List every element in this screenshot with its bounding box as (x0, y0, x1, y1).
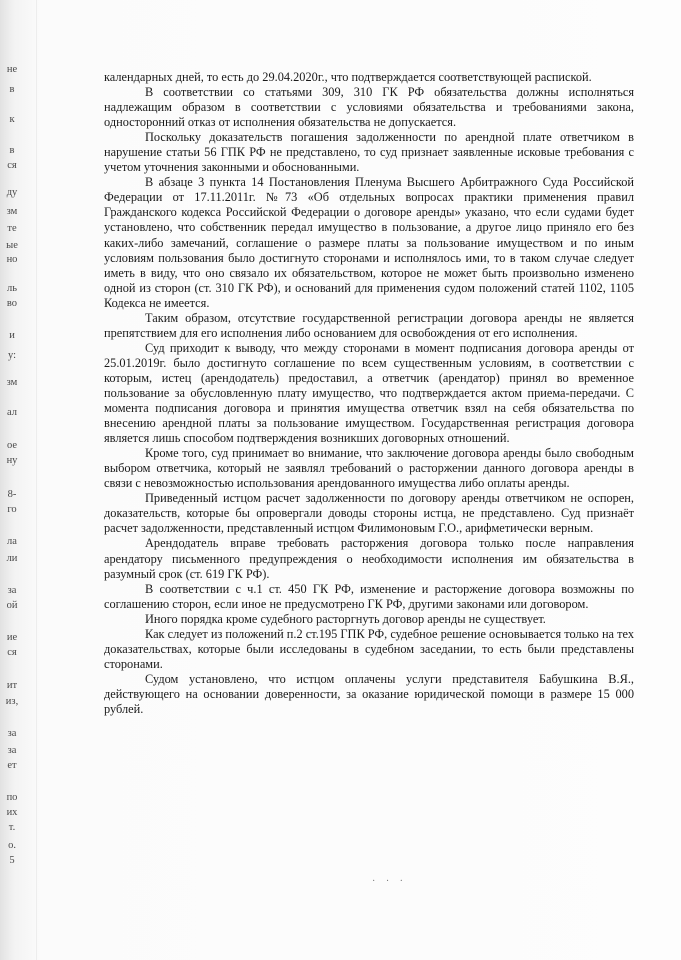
margin-fragment: из, (5, 696, 19, 707)
paragraph: Поскольку доказательств погашения задолженности по арендной плате ответчиком в нарушение статьи 56 ГПК РФ не представлено, то суд признает заявленные исковые требования с учетом уточнения законными и обоснованными. (104, 130, 634, 175)
paragraph: Кроме того, суд принимает во внимание, что заключение договора аренды было свободным выбором ответчика, который не заявлял требований о расторжении данного договора аренды в связи с невозможностью использования арендованного имущества либо оплаты аренды. (104, 446, 634, 491)
paragraph: В абзаце 3 пункта 14 Постановления Пленума Высшего Арбитражного Суда Российской Федерации от 17.11.2011г. №73 «Об отдельных вопросах практики применения правил Гражданского кодекса Российской Федерации о договоре аренды» указано, что если судами будет установлено, что собственник передал имущество в пользование, а другое лицо приняло его без каких-либо замечаний, соглашение о размере платы за пользование имуществом и по иным условиям пользования было достигнуто сторонами и исполнялось ими, то в таком случае следует иметь в виду, что оно связало их обязательством, которое не может быть произвольно изменено одной из сторон (ст. 310 ГК РФ), и оснований для применения судом положений статей 1102, 1105 Кодекса не имеется. (104, 175, 634, 310)
margin-fragment: зм (6, 377, 18, 388)
margin-fragment: 8- (7, 489, 17, 500)
margin-fragment: те (7, 223, 17, 234)
margin-fragment: их (6, 807, 18, 818)
paragraph: В соответствии с ч.1 ст. 450 ГК РФ, изменение и расторжение договора возможны по соглашению сторон, если иное не предусмотрено ГК РФ, другими законами или договором. (104, 581, 634, 611)
margin-fragment: ые (6, 240, 18, 251)
margin-fragment: 5 (9, 855, 15, 866)
margin-fragment: ит (6, 680, 18, 691)
margin-fragment: ие (6, 632, 18, 643)
margin-fragment: ли (6, 553, 18, 564)
scan-specks: · · · (372, 876, 407, 887)
margin-fragment: за (7, 745, 17, 756)
margin-fragment: но (6, 254, 18, 265)
margin-fragment: ду (6, 187, 18, 198)
margin-fragment: ла (7, 536, 17, 547)
margin-fragment: ль (6, 283, 18, 294)
paragraph: Судом установлено, что истцом оплачены услуги представителя Бабушкина В.Я., действующего на основании доверенности, за оказание юридической помощи в размере 15 000 рублей. (104, 671, 634, 716)
paragraph: Приведенный истцом расчет задолженности по договору аренды ответчиком не оспорен, доказательств, которые бы опровергали доводы стороны истца, не представлено. Суд признаёт расчет задолженности, представленный истцом Филимоновым Г.О., арифметически верным. (104, 491, 634, 536)
margin-fragment: ал (7, 407, 17, 418)
paragraph: Иного порядка кроме судебного расторгнуть договор аренды не существует. (145, 611, 546, 626)
margin-fragment: в (9, 84, 15, 95)
margin-fragment: за (7, 585, 17, 596)
paragraph: Как следует из положений п.2 ст.195 ГПК РФ, судебное решение основывается только на тех доказательствах, которые были исследованы в судебном заседании, то есть были представлены сторонами. (104, 626, 634, 671)
margin-fragment: го (7, 504, 17, 515)
paragraph: Арендодатель вправе требовать расторжения договора только после направления арендатору письменного предупреждения о необходимости исполнения им обязательства в разумный срок (ст. 619 ГК РФ). (104, 536, 634, 581)
paragraph-continuation: календарных дней, то есть до 29.04.2020г., что подтверждается соответствующей распиской. (104, 70, 592, 84)
margin-fragment: во (6, 298, 18, 309)
margin-fragment: ой (6, 600, 18, 611)
margin-fragment: ся (7, 647, 17, 658)
margin-fragment: ну (6, 455, 18, 466)
margin-fragment: в (9, 145, 15, 156)
paragraph: Таким образом, отсутствие государственной регистрации договора аренды не является препятствием для его исполнения либо основанием для освобождения от его исполнения. (104, 310, 634, 340)
margin-fragment: не (6, 64, 18, 75)
margin-fragment: за (7, 728, 17, 739)
page-fold-shadow (36, 0, 37, 960)
paragraph: Суд приходит к выводу, что между сторонами в момент подписания договора аренды от 25.01.2019г. было достигнуто соглашение по всем существенным условиям, в соответствии с которым, истец (арендодатель) предоставил, а ответчик (арендатор) принял во временное пользование за обусловленную плату имущество, что подтверждается актом приема-передачи. С момента подписания договора и принятия имущества ответчик взял на себя обязательства по внесению арендной платы за пользование имуществом. Государственная регистрация договора является лишь способом подтверждения возникших договорных отношений. (104, 340, 634, 446)
paragraph: В соответствии со статьями 309, 310 ГК РФ обязательства должны исполняться надлежащим образом в соответствии с условиями обязательства и требованиями закона, односторонний отказ от исполнения обязательства не допускается. (104, 85, 634, 130)
margin-fragment: ое (6, 440, 18, 451)
margin-fragment: к (9, 114, 15, 125)
margin-fragment: по (6, 792, 18, 803)
margin-fragment: зм (6, 206, 18, 217)
margin-fragment: о. (8, 840, 16, 851)
margin-fragment: ет (7, 760, 17, 771)
margin-fragment: у: (7, 350, 17, 361)
document-body (104, 70, 634, 717)
margin-fragment: и (9, 330, 15, 341)
margin-fragment: ся (7, 160, 17, 171)
margin-fragment: т. (8, 822, 16, 833)
